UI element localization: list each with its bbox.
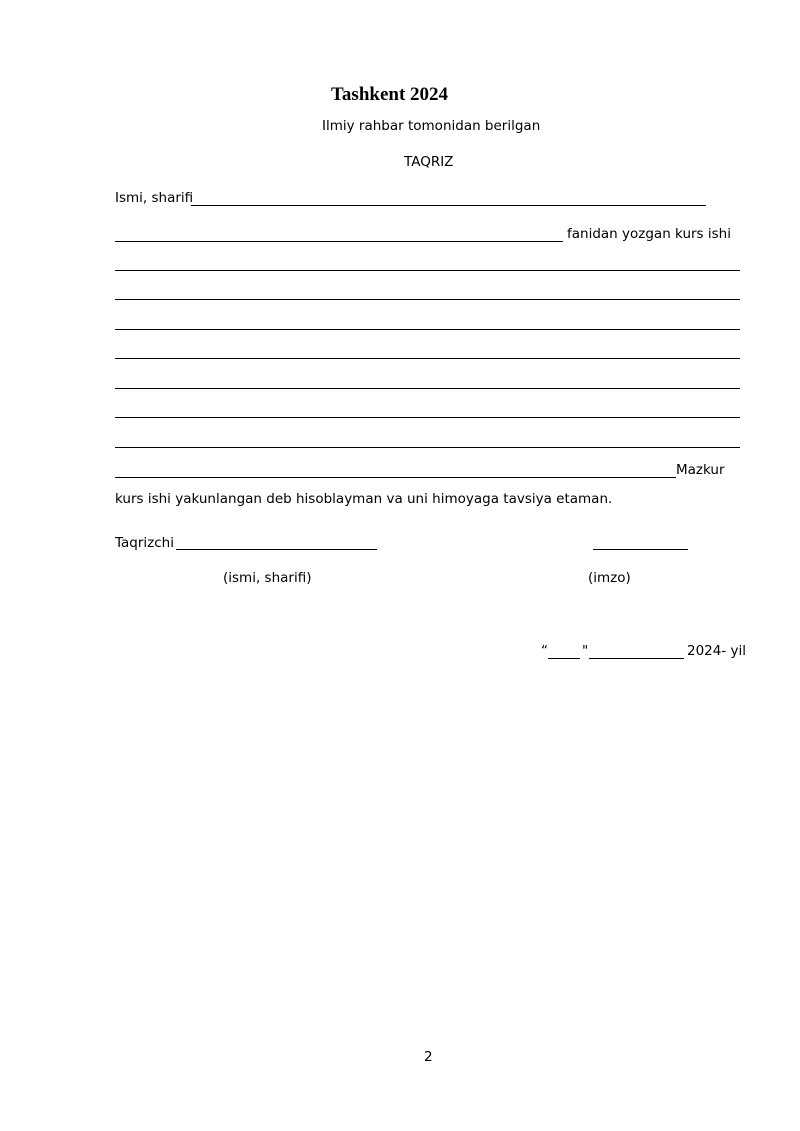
document-subtitle: Ilmiy rahbar tomonidan berilgan bbox=[322, 118, 541, 134]
date-month-line bbox=[589, 658, 684, 659]
reviewer-label: Taqrizchi bbox=[115, 535, 174, 551]
name-blank-line bbox=[191, 205, 706, 206]
date-close-quote: " bbox=[582, 643, 589, 659]
document-heading: TAQRIZ bbox=[404, 154, 454, 170]
date-open-quote: “ bbox=[541, 643, 548, 659]
conclusion-text: kurs ishi yakunlangan deb hisoblayman va uni himoyaga tavsiya etaman. bbox=[115, 491, 613, 507]
review-blank-line-5 bbox=[115, 388, 740, 389]
review-blank-line-6 bbox=[115, 417, 740, 418]
review-blank-line-8 bbox=[115, 477, 676, 478]
review-blank-line-4 bbox=[115, 358, 740, 359]
date-day-line bbox=[548, 658, 580, 659]
signature-caption: (imzo) bbox=[588, 570, 631, 586]
mazkur-text: Mazkur bbox=[676, 462, 725, 478]
reviewer-name-line bbox=[176, 549, 377, 550]
review-blank-line-2 bbox=[115, 299, 740, 300]
review-blank-line-7 bbox=[115, 447, 740, 448]
subject-suffix: fanidan yozgan kurs ishi bbox=[567, 226, 731, 242]
review-blank-line-3 bbox=[115, 329, 740, 330]
review-blank-line-1 bbox=[115, 270, 740, 271]
document-title: Tashkent 2024 bbox=[331, 84, 449, 105]
date-year: 2024- yil bbox=[687, 643, 747, 659]
signature-line bbox=[593, 549, 688, 550]
name-label: Ismi, sharifi bbox=[115, 190, 194, 206]
name-caption: (ismi, sharifi) bbox=[223, 570, 312, 586]
subject-blank-line bbox=[115, 241, 563, 242]
page-number: 2 bbox=[424, 1049, 433, 1065]
